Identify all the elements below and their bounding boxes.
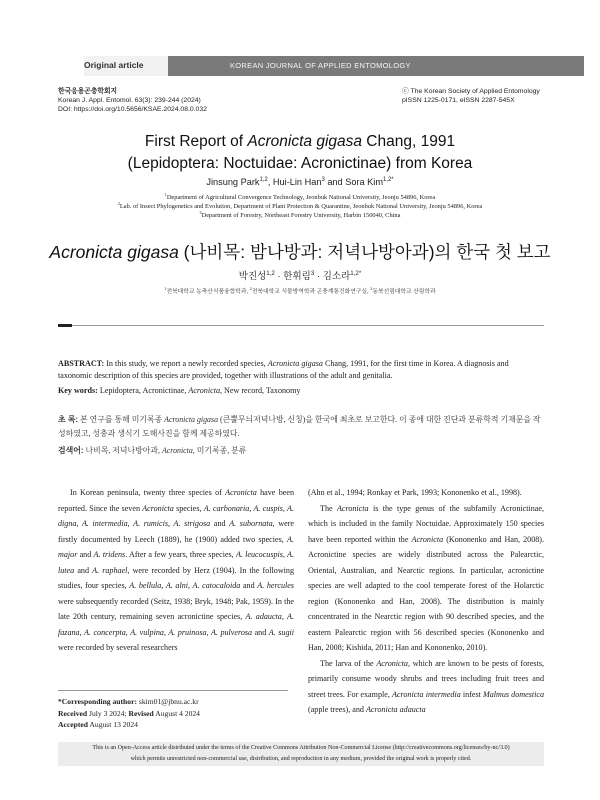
korean-affiliations: $^1$전북대학교 농축산식품융합학과, $^2$전북대학교 식물방역학과 곤충계통진화연구실, $^3$동북선림대학교 산림학과 (164, 287, 436, 295)
article-title-line2: (Lepidoptera: Noctuidae: Acronictinae) from Korea (127, 155, 473, 172)
affiliation-1: $^1$Department of Agricultural Convergence Technology, Jeonbuk National University, Jeonju 54896, Korea (164, 191, 436, 201)
section-divider-mark (58, 324, 72, 327)
abstract-label: ABSTRACT: (58, 359, 105, 368)
intro-paragraph-continued: (Ahn et al., 1994; Ronkay et Park, 1993; Kononenko et al., 1998). (308, 488, 522, 497)
affiliation-3: $^3$Department of Forestry, Northeast Forestry University, Harbin 150040, China (199, 209, 401, 219)
korean-keywords: 검색어: 나비목, 저녁나방아과, Acronicta, 미기록종, 분류 (58, 446, 247, 455)
korean-abstract: 초 록: 본 연구를 통해 미기록종 Acronicta gigasa (큰뿔무늬저녁나방, 신칭)을 한국에 최초로 보고한다. 이 종에 대한 진단과 분류학적 기재문을 작성하였고, 성충과 생식기 도해사진을 함께 제공하였다. (58, 415, 541, 438)
korean-title: Acronicta gigasa (나비목: 밤나방과: 저녁나방아과)의 한국 첫 보고 (49, 242, 551, 262)
journal-banner-text: KOREAN JOURNAL OF APPLIED ENTOMOLOGY (230, 61, 411, 70)
italic-taxon: Acronicta (336, 503, 369, 513)
journal-korean-name: 한국응용곤충학회지 (58, 88, 118, 95)
corresponding-author: *Corresponding author: skim01@jbnu.ac.kr (58, 697, 199, 706)
italic-taxon: A. carbonaria, A. cuspis, A. digna, A. intermedia, A. rumicis, A. strigosa (58, 503, 294, 528)
intro-paragraph-3: The larva of the Acronicta, which are known to be pests of forests, primarily consume woody shrubs and trees including fruit trees and street trees. For example, Acronicta intermedia infest Malmus domestica (apple trees), and Acronicta adaucta (308, 658, 544, 714)
italic-taxon: A. subornata (229, 519, 273, 528)
italic-taxon: Acronicta, (376, 658, 410, 668)
italic-taxon: A. leucocuspis, A. lutea (58, 550, 295, 575)
italic-taxon: A. bellula, A. alni, A. catocaloida (129, 581, 241, 590)
keywords-label: Key words: (58, 386, 98, 395)
korean-keywords-label: 검색어: (58, 446, 84, 455)
keywords: Key words: Lepidoptera, Acronictinae, Acronicta, New record, Taxonomy (58, 386, 301, 395)
author-list: Jinsung Park$^{1,2}$, Hui-Lin Han$^3$ and Sora Kim$^{1,2*}$ (206, 176, 394, 187)
issn: pISSN 1225-0171, eISSN 2287-545X (402, 96, 515, 104)
italic-taxon: A. sugii (268, 627, 294, 637)
italic-taxon: Acronicta adaucta (365, 705, 426, 714)
citation: Korean J. Appl. Entomol. 63(3): 239-244 (2024) (58, 96, 201, 104)
korean-abstract-label: 초 록: (58, 415, 79, 424)
title-species: Acronicta gigasa (247, 133, 362, 150)
copyright-block (402, 88, 540, 106)
article-type-label: Original article (84, 60, 144, 70)
italic-taxon: Acronicta intermedia (391, 689, 461, 699)
abstract: ABSTRACT: In this study, we report a newly recorded species, Acronicta gigasa Chang, 1991, for the first time in Korea. A diagnosis and taxonomic description of this species are provided, together with illustrations of the adult and genitalia. (58, 359, 509, 381)
received-dates: Received July 3 2024; Revised August 4 2024 (58, 709, 200, 718)
body-left-column (58, 485, 294, 656)
license-text: This is an Open-Access article distributed under the terms of the Creative Commons Attribution Non-Commercial License (http://creativecommons.org/licenses/by-nc/3.0) which permits unrestricted non-commercial use, distribution, and reproduction in any medium, provided the original work is properly cited. (92, 745, 510, 762)
intro-paragraph-1: In Korean peninsula, twenty three species of Acronicta have been reported. Since the seven Acronicta species, A. carbonaria, A. cuspis, A. digna, A. intermedia, A. rumicis, A. strigosa and A. subornata, were firstly documented by Leech (1889), he (1900) added two species, A. major and A. tridens. After a few years, three species, A. leucocuspis, A. lutea and A. raphael, were recorded by Herz (1904). In the following studies, four species, A. bellula, A. alni, A. catocaloida and A. hercules were subsequently recorded (Seitz, 1938; Bryk, 1948; Pak, 1959). In the late 20th century, remaining seven acronictine species, A. adaucta, A. fazana, A. concerpta, A. vulpina, A. pruinosa, A. pulverosa and A. sugii were recorded by several researchers (58, 488, 295, 652)
body-right-column (308, 485, 544, 718)
italic-taxon: A. adaucta, A. fazana, A. concerpta, A. vulpina, A. pruinosa, A. pulverosa (58, 612, 294, 637)
copyright: ⓒ The Korean Society of Applied Entomology (402, 88, 540, 95)
italic-taxon: Malmus domestica (482, 689, 544, 699)
italic-taxon: Acronicta (411, 534, 444, 544)
corresponding-email[interactable]: skim01@jbnu.ac.kr (136, 697, 199, 706)
citation-block (58, 88, 207, 114)
italic-taxon: Acronicta (225, 488, 257, 497)
korean-title-species: Acronicta gigasa (49, 242, 179, 262)
intro-paragraph-2: The Acronicta is the type genus of the subfamily Acronictinae, which is included in the family Noctuidae. Approximately 150 species have been reported within the Acronicta (Kononenko and Han, 2008). Acronictine species are widely distributed across the Palearctic, Oriental, Australian, and Nearctic regions. In particular, acronictine species are well adapted to the cool temperate forest of the Holarctic region (Kononenko and Han, 2008). The distribution is mainly concentrated in the Nearctic region with 90 described species, and the eastern Palearctic region with 56 described species (Kononenko and Han, 2008; Kishida, 2011; Han and Kononenko, 2010). (308, 503, 545, 652)
italic-taxon: A. major (58, 534, 294, 559)
italic-taxon: A. tridens (93, 550, 126, 559)
section-divider (72, 325, 544, 326)
doi-link[interactable]: DOI: https://doi.org/10.5656/KSAE.2024.08.0.032 (58, 105, 207, 113)
article-title-line1: First Report of Acronicta gigasa Chang, 1991 (144, 133, 456, 150)
footnote-divider (58, 690, 288, 691)
italic-taxon: A. hercules (257, 581, 294, 590)
korean-author-list: 박진성$^{1,2}$ · 한휘림$^3$ · 김소라$^{1,2*}$ (238, 269, 362, 282)
italic-taxon: Acronicta (142, 503, 174, 513)
accepted-date: Accepted August 13 2024 (58, 720, 138, 729)
affiliation-2: $^2$Lab. of Insect Phylogenetics and Evolution, Department of Plant Protection & Quarantine, Jeonbuk National University, Jeonju 54896, Korea (117, 200, 483, 210)
italic-taxon: A. raphael (92, 565, 128, 575)
